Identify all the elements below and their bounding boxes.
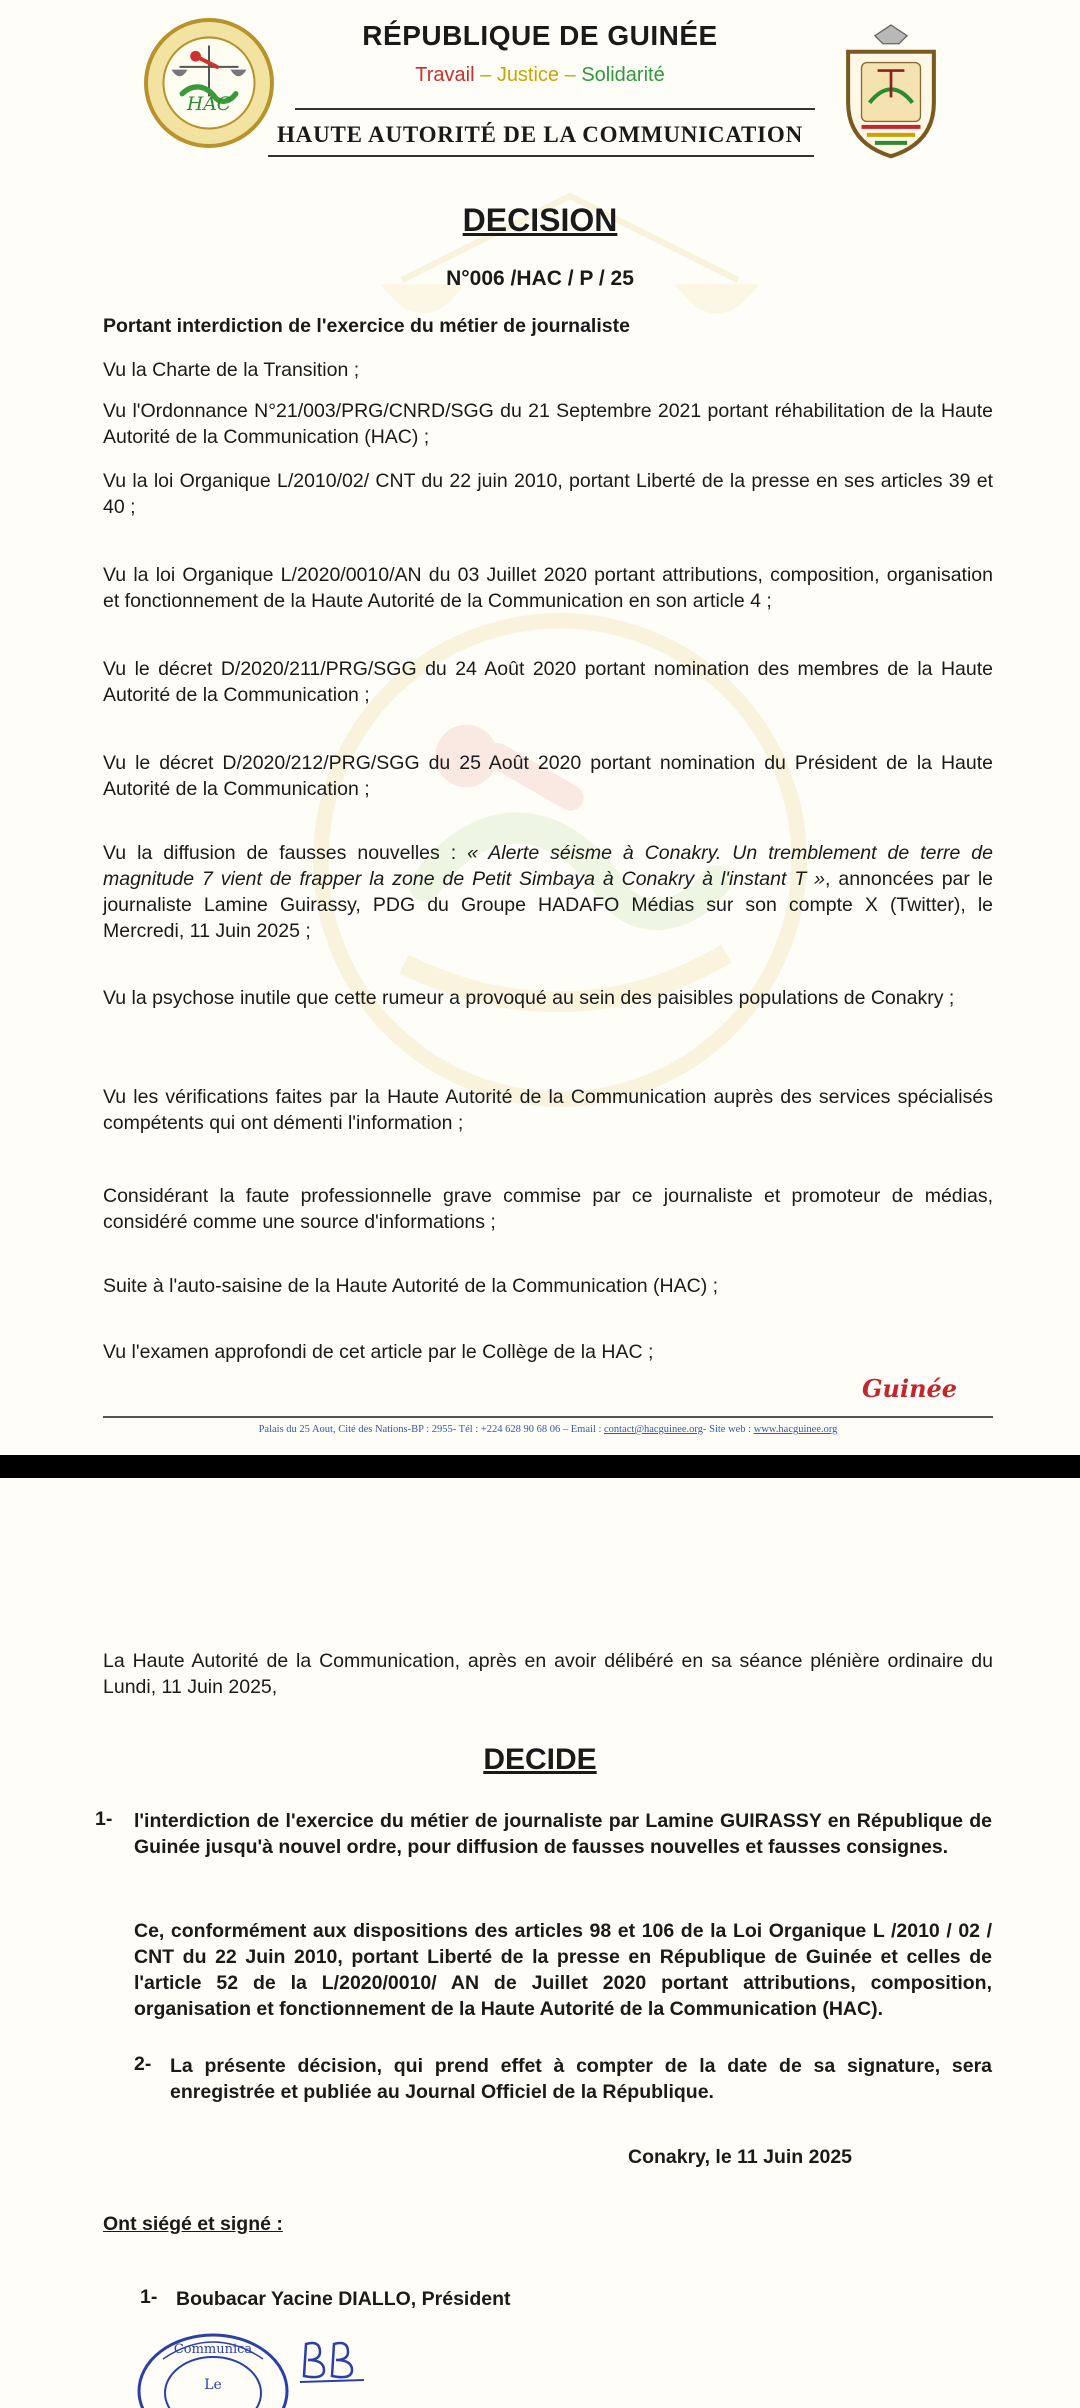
svg-text:Le: Le [204,2377,222,2393]
visa-paragraph: Vu la Charte de la Transition ; [103,359,360,381]
footer-address-text: Palais du 25 Aout, Cité des Nations-BP : 2955- Tél : +224 628 90 68 06 – Email : [258,1424,604,1435]
footer-site-label: - Site web : [702,1424,754,1435]
motto-separator: – [564,64,576,86]
decision-item-1: l'interdiction de l'exercice du métier de journaliste par Lamine GUIRASSY en République de Guinée jusqu'à nouvel ordre, pour diffusion de fausses nouvelles et fausses consignes. [134,1810,992,1858]
visa-paragraph: Vu le décret D/2020/212/PRG/SGG du 25 Août 2020 portant nomination du Président de la Haute Autorité de la Communication ; [103,752,993,800]
visa-paragraph: Vu la loi Organique L/2010/02/ CNT du 22 juin 2010, portant Liberté de la presse en ses articles 39 et 40 ; [103,470,993,518]
footer-rule [103,1416,993,1418]
consideration-paragraph: Suite à l'auto-saisine de la Haute Autorité de la Communication (HAC) ; [103,1275,719,1297]
decision-title: DECISION [462,202,618,238]
diffusion-prefix: Vu la diffusion de fausses nouvelles : [103,842,468,864]
consideration-paragraph: Vu la psychose inutile que cette rumeur a provoqué au sein des paisibles populations de Conakry ; [103,987,955,1009]
republic-title: RÉPUBLIQUE DE GUINÉE [362,20,718,51]
motto-travail: Travail [415,64,475,86]
motto-solidarite: Solidarité [581,64,665,86]
visa-paragraph: Vu l'Ordonnance N°21/003/PRG/CNRD/SGG du 21 Septembre 2021 portant réhabilitation de la Haute Autorité de la Communication (HAC) ; [103,400,993,448]
deliberation-intro: La Haute Autorité de la Communication, après en avoir délibéré en sa séance plénière ordinaire du Lundi, 11 Juin 2025, [103,1650,993,1698]
visa-paragraph: Vu le décret D/2020/211/PRG/SGG du 24 Août 2020 portant nomination des membres de la Haute Autorité de la Communication ; [103,658,993,706]
decision-item-1-detail: Ce, conformément aux dispositions des articles 98 et 106 de la Loi Organique L /2010 / 02 / CNT du 22 Juin 2010, portant Liberté de la presse en République de Guinée et celles de l'article 52 de la L/2020/0010/ AN de Juillet 2020 portant attributions, composition, organisation et fonctionnement de la Haute Autorité de la Communication (HAC). [134,1920,992,2020]
item-number: 2- [134,2053,152,2075]
initials-signature-icon [298,2336,368,2386]
svg-text:HAC: HAC [186,93,232,115]
place-date: Conakry, le 11 Juin 2025 [628,2146,853,2168]
document-page-2 [0,1478,1080,2408]
motto-separator: – [480,64,492,86]
diffusion-suffix: , annoncées par le journaliste Lamine Guirassy, PDG du Groupe HADAFO Médias sur son compte X (Twitter), le Mercredi, 11 Juin 2025 ; [103,868,993,942]
footer-email-link[interactable]: contact@hacguinee.org [604,1424,703,1435]
decision-item-2: La présente décision, qui prend effet à compter de la date de sa signature, sera enregistrée et publiée au Journal Officiel de la République. [170,2055,992,2103]
footer-site-link[interactable]: www.hacguinee.org [753,1424,838,1435]
decide-title: DECIDE [483,1743,597,1776]
diffusion-paragraph [103,840,993,944]
visa-paragraph: Vu la loi Organique L/2020/0010/AN du 03 Juillet 2020 portant attributions, composition, organisation et fonctionnement de la Haute Autorité de la Communication en son article 4 ; [103,564,993,612]
diffusion-quote: « Alerte séisme à Conakry. Un tremblement de terre de magnitude 7 vient de frapper la zone de Petit Simbaya à Conakry à l'instant T » [103,842,993,890]
item-number: 1- [95,1808,113,1830]
coat-of-arms-icon [824,22,958,162]
signatories-heading: Ont siégé et signé : [103,2213,283,2235]
authority-name: HAUTE AUTORITÉ DE LA COMMUNICATION [276,122,804,147]
official-stamp-icon [133,2331,293,2408]
consideration-paragraph: Vu l'examen approfondi de cet article par le Collège de la HAC ; [103,1341,654,1363]
page-separator [0,1455,1080,1478]
signer-name: Boubacar Yacine DIALLO, Président [176,2288,511,2310]
consideration-paragraph: Vu les vérifications faites par la Haute Autorité de la Communication auprès des services spécialisés compétents qui ont démenti l'information ; [103,1086,993,1134]
guinee-signature: Guinée [862,1374,958,1403]
footer-address [103,1424,993,1435]
decision-number: N°006 /HAC / P / 25 [446,267,634,290]
svg-text:Communica: Communica [173,2342,253,2357]
header-rule [268,155,814,157]
header-rule [295,108,815,110]
decision-subject: Portant interdiction de l'exercice du métier de journaliste [103,315,630,337]
signer-number: 1- [140,2286,158,2308]
motto-justice: Justice [496,64,560,86]
consideration-paragraph: Considérant la faute professionnelle grave commise par ce journaliste et promoteur de médias, considéré comme une source d'informations ; [103,1185,993,1233]
